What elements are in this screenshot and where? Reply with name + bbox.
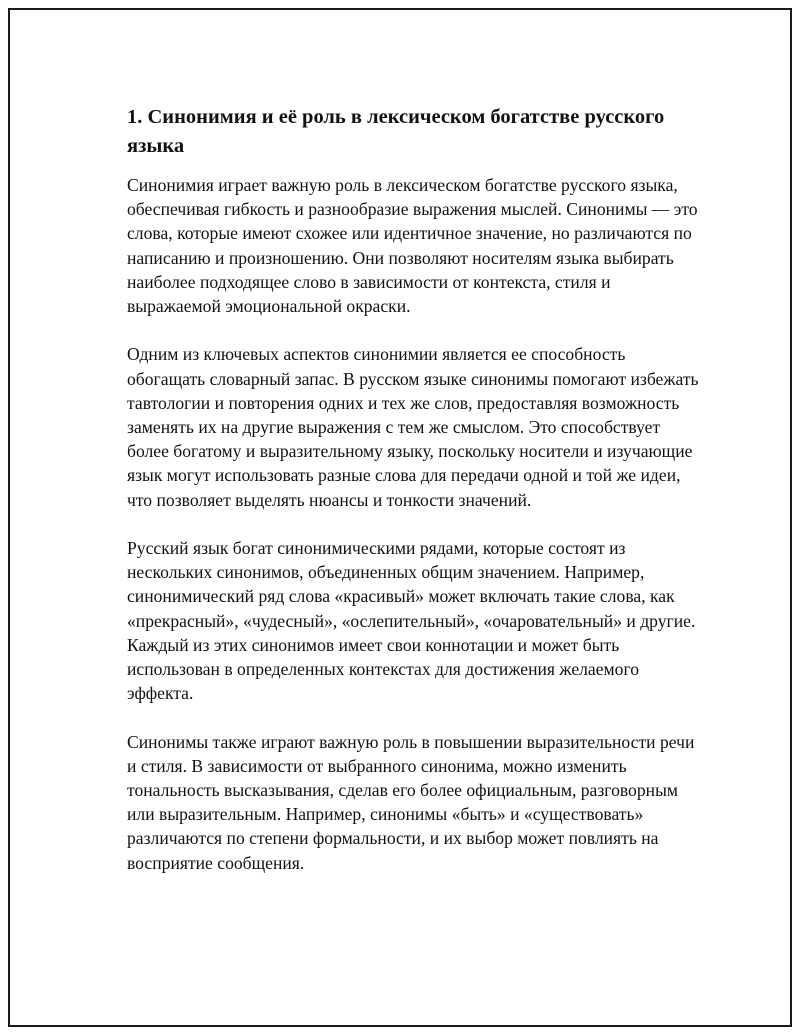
section-title: 1. Синонимия и её роль в лексическом богатстве русского языка bbox=[127, 106, 665, 157]
paragraph-2: Одним из ключевых аспектов синонимии является ее способность обогащать словарный запас. В русском языке синонимы помогают избежать тавтологии и повторения одних и тех же слов, предоставляя возможность заменять их на другие выражения с тем же смыслом. Это способствует более богатому и выразительному языку, поскольку носители и изучающие язык могут использовать разные слова для передачи одной и той же идеи, что позволяет выделять нюансы и тонкости значений. bbox=[127, 344, 699, 510]
paragraph-3: Русский язык богат синонимическими рядами, которые состоят из нескольких синонимов, объединенных общим значением. Например, синонимический ряд слова «красивый» может включать такие слова, как «прекрасный», «чудесный», «ослепительный», «очаровательный» и другие. Каждый из этих синонимов имеет свои коннотации и может быть использован в определенных контекстах для достижения желаемого эффекта. bbox=[127, 538, 696, 704]
paragraph-1: Синонимия играет важную роль в лексическом богатстве русского языка, обеспечивая гибкость и разнообразие выражения мыслей. Синонимы — это слова, которые имеют схожее или идентичное значение, но различаются по написанию и произношению. Они позволяют носителям языка выбирать наиболее подходящее слово в зависимости от контекста, стиля и выражаемой эмоциональной окраски. bbox=[127, 175, 698, 317]
page-frame bbox=[8, 8, 792, 1027]
document-body bbox=[127, 103, 702, 899]
paragraph-4: Синонимы также играют важную роль в повышении выразительности речи и стиля. В зависимости от выбранного синонима, можно изменить тональность высказывания, сделав его более официальным, разговорным или выразительным. Например, синонимы «быть» и «существовать» различаются по степени формальности, и их выбор может повлиять на восприятие сообщения. bbox=[127, 731, 695, 873]
